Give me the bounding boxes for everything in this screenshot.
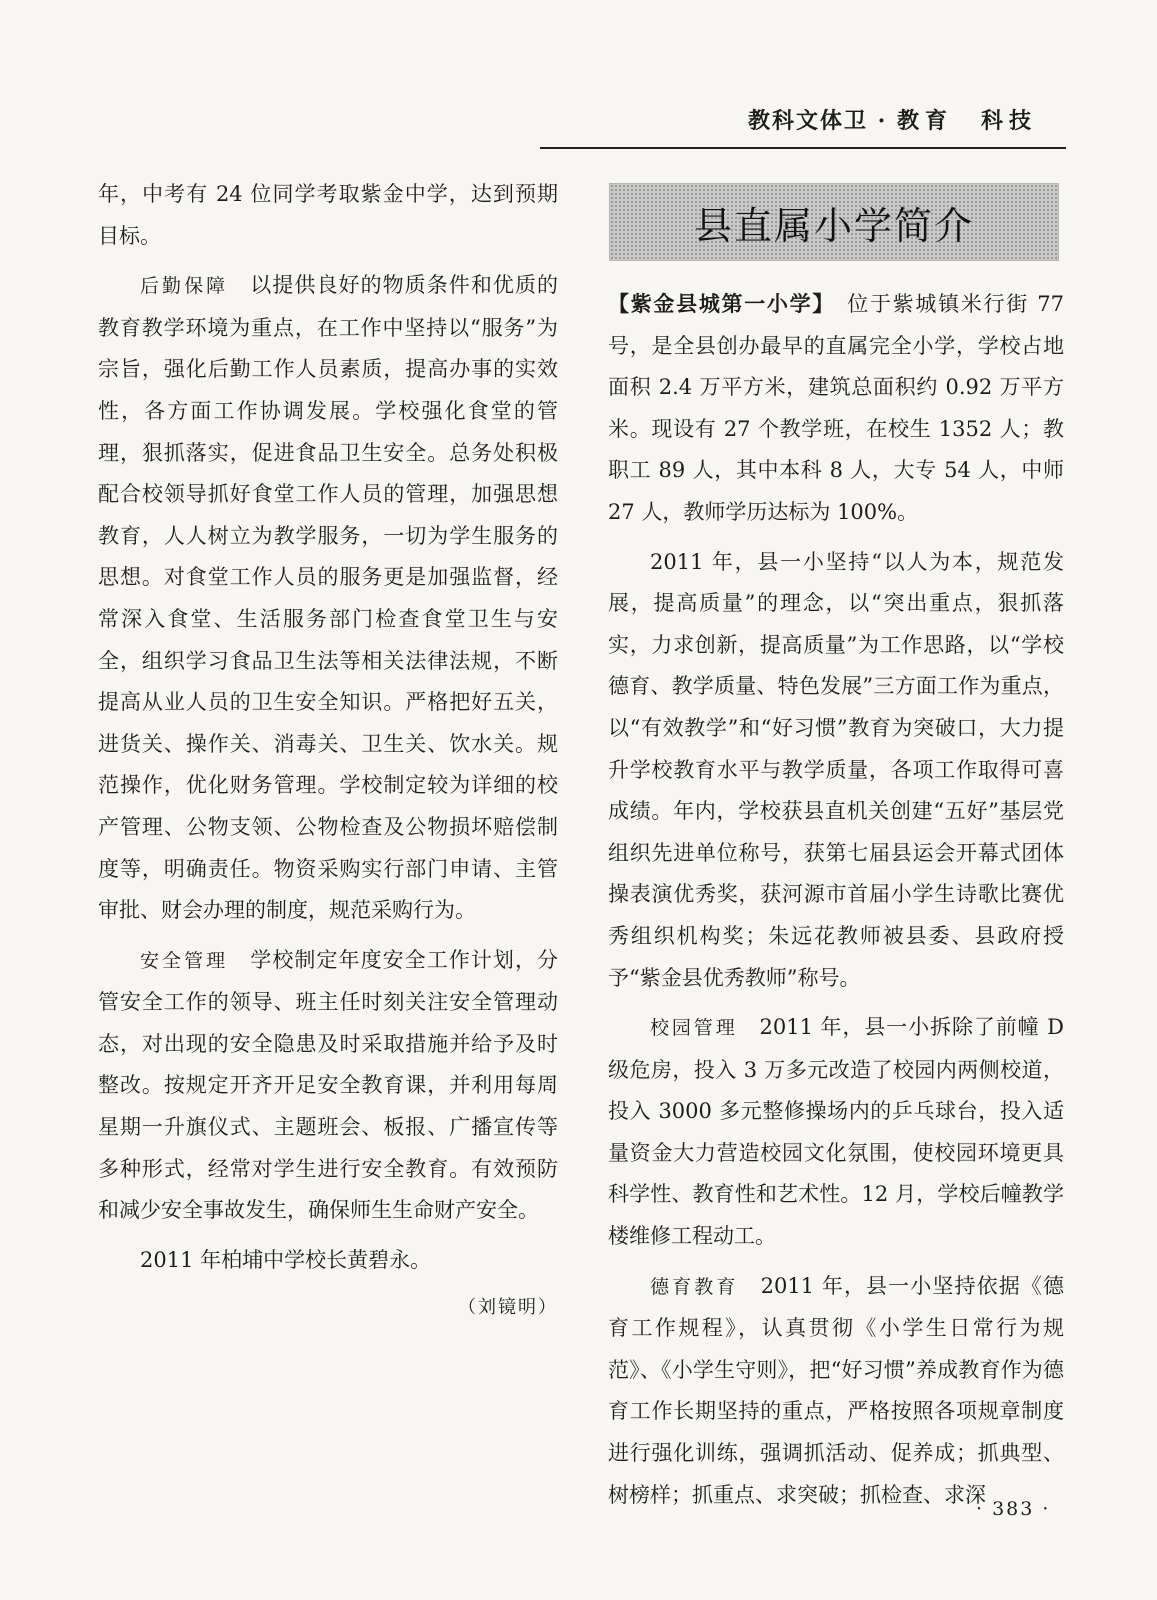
school-name: 【紫金县城第一小学】 <box>608 292 825 316</box>
campus-text: 2011 年，县一小拆除了前幢 D 级危房，投入 3 万多元改造了校园内两侧校道，投入 3000 多元整修操场内的乒乓球台，投入适量资金大力营造校园文化氛围，使校园环境更具科学性、教育性和艺术性。12 月，学校后幢教学楼维修工程动工。 <box>608 1015 1064 1249</box>
section-title: 县直属小学简介 <box>693 203 974 248</box>
right-column <box>608 284 1064 1516</box>
school-intro-text: 位于紫城镇米行街 77 号，是全县创办最早的直属完全小学，学校占地面积 2.4 万平方米，建筑总面积约 0.92 万平方米。现设有 27 个教学班，在校生 1352 人；教职工 89 人，其中本科 8 人，大专 54 人，中师 27 人，教师学历达标为 100%。 <box>608 292 1065 524</box>
running-header <box>0 104 1037 135</box>
safety-paragraph <box>98 940 558 1232</box>
header-subsection: 教育 科技 <box>896 108 1037 134</box>
principal-note: 2011 年柏埔中学校长黄碧永。 <box>140 1247 432 1272</box>
campus-label: 校园管理 <box>650 1017 738 1040</box>
continuation-paragraph: 年，中考有 24 位同学考取紫金中学，达到预期目标。 <box>98 182 558 248</box>
header-separator: · <box>877 108 888 134</box>
logistics-text: 以提供良好的物质条件和优质的教育教学环境为重点，在工作中坚持以“服务”为宗旨，强化后勤工作人员素质，提高办事的实效性，各方面工作协调发展。学校强化食堂的管理，狠抓落实，促进食品卫生安全。总务处积极配合校领导抓好食堂工作人员的管理，加强思想教育，人人树立为教学服务，一切为学生服务的思想。对食堂工作人员的服务更是加强监督，经常深入食堂、生活服务部门检查食堂卫生与安全，组织学习食品卫生法等相关法律法规，不断提高从业人员的卫生安全知识。严格把好五关，进货关、操作关、消毒关、卫生关、饮水关。规范操作，优化财务管理。学校制定较为详细的校产管理、公物支领、公物检查及公物损坏赔偿制度等，明确责任。物资采购实行部门申请、主管审批、财会办理的制度，规范采购行为。 <box>98 273 559 923</box>
header-rule <box>540 147 1066 149</box>
author-credit: （刘镜明） <box>458 1297 558 1319</box>
moral-paragraph <box>608 1266 1064 1517</box>
moral-text: 2011 年，县一小坚持依据《德育工作规程》，认真贯彻《小学生日常行为规范》、《小学生守则》，把“好习惯”养成教育作为德育工作长期坚持的重点，严格按照各项规章制度进行强化训练，强调抓活动、促养成；抓典型、树榜样；抓重点、求突破；抓检查、求深 <box>608 1273 1064 1507</box>
logistics-label: 后勤保障 <box>140 275 229 298</box>
section-title-box <box>610 184 1058 260</box>
moral-label: 德育教育 <box>650 1275 739 1298</box>
school-intro-paragraph <box>608 284 1064 534</box>
safety-label: 安全管理 <box>140 949 229 972</box>
summary-paragraph: 2011 年，县一小坚持“以人为本，规范发展，提高质量”的理念，以“突出重点，狠抓落实，力求创新，提高质量”为工作思路，以“学校德育、教学质量、特色发展”三方面工作为重点，以“有效教学”和“好习惯”教育为突破口，大力提升学校教育水平与教学质量，各项工作取得可喜成绩。年内，学校获县直机关创建“五好”基层党组织先进单位称号，获第七届县运会开幕式团体操表演优秀奖，获河源市首届小学生诗歌比赛优秀组织机构奖；朱远花教师被县委、县政府授予“紫金县优秀教师”称号。 <box>608 549 1064 990</box>
page-number: · 383 · <box>976 1498 1051 1520</box>
logistics-paragraph <box>98 265 558 932</box>
campus-paragraph <box>608 1007 1064 1258</box>
safety-text: 学校制定年度安全工作计划，分管安全工作的领导、班主任时刻关注安全管理动态，对出现的安全隐患及时采取措施并给予及时整改。按规定开齐开足安全教育课，并利用每周星期一升旗仪式、主题班会、板报、广播宣传等多种形式，经常对学生进行安全教育。有效预防和减少安全事故发生，确保师生生命财产安全。 <box>98 947 559 1223</box>
left-column <box>98 174 558 1329</box>
header-section: 教科文体卫 <box>747 108 868 134</box>
